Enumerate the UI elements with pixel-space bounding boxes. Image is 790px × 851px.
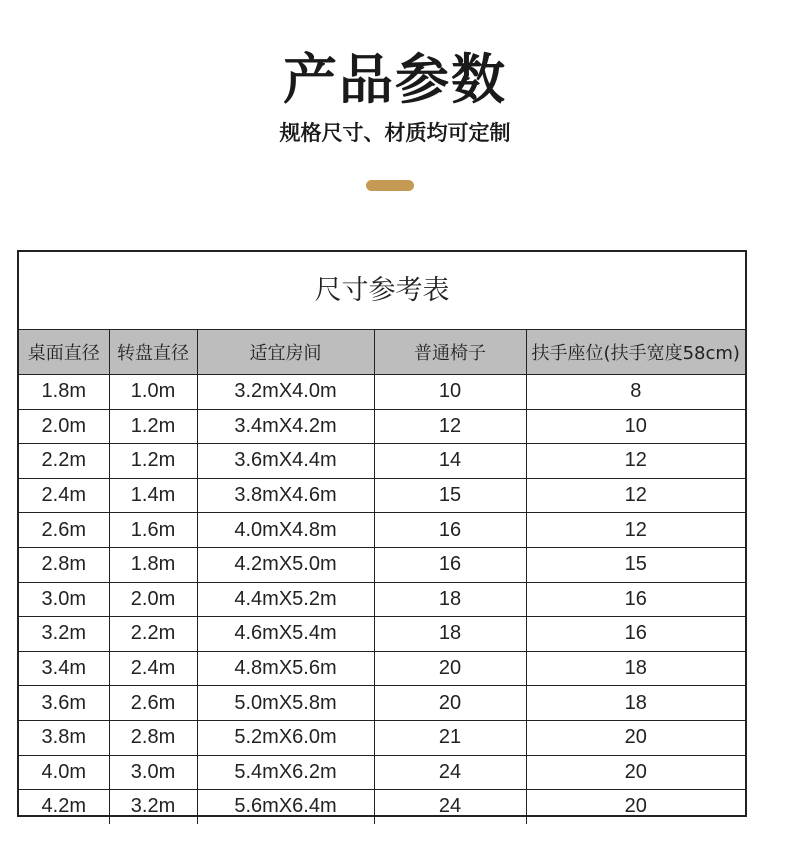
table-row xyxy=(19,686,745,721)
table-cell: 5.6mX6.4m xyxy=(197,790,374,824)
table-cell: 3.4m xyxy=(19,651,109,686)
table-cell: 3.2mX4.0m xyxy=(197,375,374,410)
table-cell: 1.2m xyxy=(109,409,197,444)
table-cell: 16 xyxy=(374,547,526,582)
table-row xyxy=(19,444,745,479)
size-table xyxy=(19,330,745,824)
table-row xyxy=(19,720,745,755)
table-cell: 4.0mX4.8m xyxy=(197,513,374,548)
table-cell: 2.8m xyxy=(19,547,109,582)
table-cell: 15 xyxy=(526,547,745,582)
table-cell: 1.6m xyxy=(109,513,197,548)
table-cell: 1.8m xyxy=(109,547,197,582)
column-header: 适宜房间 xyxy=(197,330,374,375)
column-header: 桌面直径 xyxy=(19,330,109,375)
table-row xyxy=(19,651,745,686)
column-header: 扶手座位(扶手宽度58cm) xyxy=(526,330,745,375)
column-header: 普通椅子 xyxy=(374,330,526,375)
table-cell: 4.2m xyxy=(19,790,109,824)
page-subtitle: 规格尺寸、材质均可定制 xyxy=(279,120,511,145)
table-row xyxy=(19,375,745,410)
table-cell: 8 xyxy=(526,375,745,410)
table-cell: 2.4m xyxy=(19,478,109,513)
table-row xyxy=(19,582,745,617)
table-cell: 1.8m xyxy=(19,375,109,410)
table-cell: 20 xyxy=(374,686,526,721)
table-cell: 5.4mX6.2m xyxy=(197,755,374,790)
table-cell: 12 xyxy=(374,409,526,444)
table-cell: 18 xyxy=(374,617,526,652)
column-header: 转盘直径 xyxy=(109,330,197,375)
table-cell: 5.0mX5.8m xyxy=(197,686,374,721)
table-cell: 21 xyxy=(374,720,526,755)
table-cell: 1.4m xyxy=(109,478,197,513)
table-cell: 2.2m xyxy=(19,444,109,479)
table-cell: 5.2mX6.0m xyxy=(197,720,374,755)
table-cell: 3.2m xyxy=(109,790,197,824)
table-row xyxy=(19,409,745,444)
table-cell: 1.0m xyxy=(109,375,197,410)
table-cell: 3.0m xyxy=(109,755,197,790)
table-body xyxy=(19,375,745,824)
table-cell: 24 xyxy=(374,755,526,790)
table-cell: 4.4mX5.2m xyxy=(197,582,374,617)
table-cell: 20 xyxy=(526,790,745,824)
table-cell: 2.2m xyxy=(109,617,197,652)
table-row xyxy=(19,547,745,582)
table-cell: 16 xyxy=(526,582,745,617)
table-cell: 2.6m xyxy=(19,513,109,548)
table-row xyxy=(19,617,745,652)
table-cell: 20 xyxy=(526,720,745,755)
table-cell: 24 xyxy=(374,790,526,824)
table-header-row xyxy=(19,330,745,375)
table-cell: 4.6mX5.4m xyxy=(197,617,374,652)
table-cell: 20 xyxy=(374,651,526,686)
table-cell: 15 xyxy=(374,478,526,513)
table-row xyxy=(19,755,745,790)
table-row xyxy=(19,478,745,513)
table-cell: 2.0m xyxy=(19,409,109,444)
table-cell: 4.0m xyxy=(19,755,109,790)
table-cell: 16 xyxy=(374,513,526,548)
table-cell: 12 xyxy=(526,478,745,513)
table-caption: 尺寸参考表 xyxy=(19,252,745,330)
table-cell: 3.8m xyxy=(19,720,109,755)
table-cell: 3.6m xyxy=(19,686,109,721)
table-row xyxy=(19,513,745,548)
table-cell: 2.4m xyxy=(109,651,197,686)
table-cell: 18 xyxy=(374,582,526,617)
table-cell: 3.6mX4.4m xyxy=(197,444,374,479)
table-cell: 4.2mX5.0m xyxy=(197,547,374,582)
table-cell: 2.0m xyxy=(109,582,197,617)
table-cell: 16 xyxy=(526,617,745,652)
table-cell: 12 xyxy=(526,444,745,479)
table-cell: 20 xyxy=(526,755,745,790)
table-cell: 14 xyxy=(374,444,526,479)
table-cell: 12 xyxy=(526,513,745,548)
table-cell: 3.0m xyxy=(19,582,109,617)
size-reference-table xyxy=(17,250,747,817)
page-title: 产品参数 xyxy=(283,47,507,111)
accent-divider xyxy=(366,180,414,191)
table-cell: 3.8mX4.6m xyxy=(197,478,374,513)
table-cell: 10 xyxy=(374,375,526,410)
table-cell: 10 xyxy=(526,409,745,444)
table-cell: 18 xyxy=(526,686,745,721)
table-cell: 2.8m xyxy=(109,720,197,755)
table-cell: 3.4mX4.2m xyxy=(197,409,374,444)
table-cell: 2.6m xyxy=(109,686,197,721)
table-cell: 1.2m xyxy=(109,444,197,479)
table-row xyxy=(19,790,745,824)
table-cell: 18 xyxy=(526,651,745,686)
table-cell: 4.8mX5.6m xyxy=(197,651,374,686)
table-cell: 3.2m xyxy=(19,617,109,652)
